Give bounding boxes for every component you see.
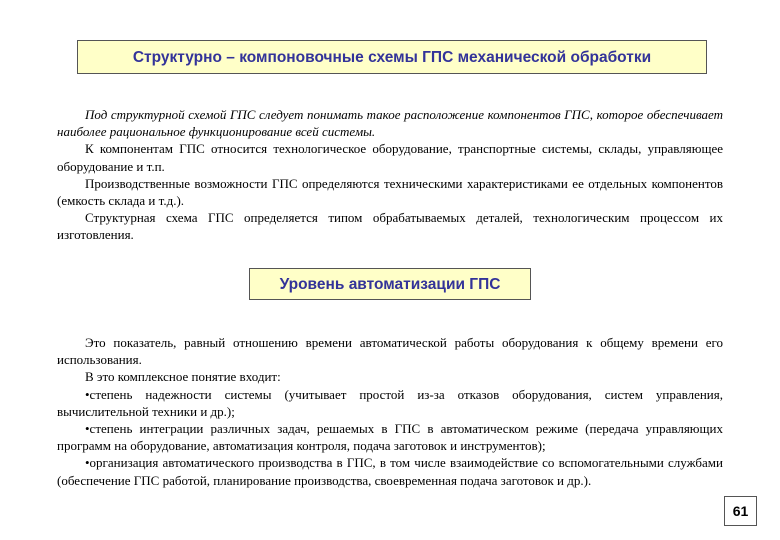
bullet-item: •степень интеграции различных задач, решаемых в ГПС в автоматическом режиме (передача управляющих программ на оборудование, автоматизация контроля, подача заготовок и инструментов); [57, 421, 723, 454]
bullet-item: •организация автоматического производства в ГПС, в том числе взаимодействие со вспомогательными службами (обеспечение ГПС работой, планирование производства, своевременная подача заготовок и др.). [57, 455, 723, 488]
paragraph: К компонентам ГПС относится технологическое оборудование, транспортные системы, склады, управляющее оборудование и т.п. [57, 141, 723, 174]
paragraph: Это показатель, равный отношению времени автоматической работы оборудования к общему времени его использования. [57, 335, 723, 368]
paragraph: Производственные возможности ГПС определяются техническими характеристиками ее отдельных компонентов (емкость склада и т.д.). [57, 175, 723, 209]
bullet-item: •степень надежности системы (учитывает простой из-за отказов оборудования, систем управления, вычислительной техники и др.); [57, 386, 723, 419]
paragraph: Под структурной схемой ГПС следует понимать такое расположение компонентов ГПС, которое обеспечивает наиболее рациональное функционирование всей системы. [57, 107, 723, 140]
page-number: 61 [724, 496, 757, 526]
definition-text-block [57, 106, 723, 244]
paragraph: Структурная схема ГПС определяется типом обрабатываемых деталей, технологическим процессом их изготовления. [57, 210, 723, 243]
slide-title: Структурно – компоновочные схемы ГПС механической обработки [77, 40, 707, 74]
paragraph: В это комплексное понятие входит: [85, 369, 281, 385]
automation-text-block [57, 334, 723, 489]
section-title: Уровень автоматизации ГПС [249, 268, 531, 300]
